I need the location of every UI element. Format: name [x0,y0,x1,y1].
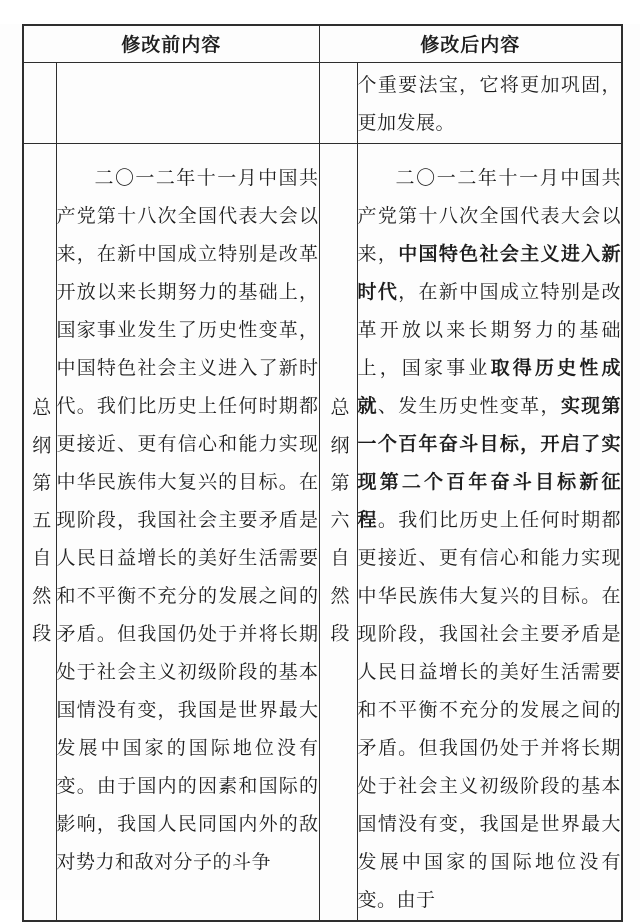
section-label-after: 总纲第六自然段 [327,397,349,661]
header-before: 修改前内容 [23,25,319,62]
table-row-continuation [23,62,622,143]
section-label-before-empty [23,62,56,143]
after-content-continuation-cell [357,62,622,143]
before-content-text: 二〇一二年十一月中国共产党第十八次全国代表大会以来，在新中国成立特别是改革开放以来长期努力的基础上，国家事业发生了历史性变革，中国特色社会主义进入了新时代。我们比历史上任何时期都更接近、更有信心和能力实现中华民族伟大复兴的目标。在现阶段，我国社会主要矛盾是人民日益增长的美好生活需要和不平衡不充分的发展之间的矛盾。但我国仍处于并将长期处于社会主义初级阶段的基本国情没有变，我国是世界最大发展中国家的国际地位没有变。由于国内的因素和国际的影响，我国人民同国内外的敌对势力和敌对分子的斗争 [56,167,319,873]
before-content-empty [56,62,319,143]
after-continuation-text: 个重要法宝，它将更加巩固，更加发展。 [357,74,622,134]
before-content-cell [56,143,319,921]
comparison-table [22,24,623,922]
after-content-cell [357,143,622,921]
section-label-before-cell [23,143,56,921]
table-row-main [23,143,622,921]
header-after: 修改后内容 [319,25,622,62]
header-row [23,25,622,62]
section-label-before: 总纲第五自然段 [29,397,51,661]
after-content-text: 二〇一二年十一月中国共产党第十八次全国代表大会以来，中国特色社会主义进入新时代，在新中国成立特别是改革开放以来长期努力的基础上，国家事业取得历史性成就、发生历史性变革，实现第一个百年奋斗目标，开启了实现第二个百年奋斗目标新征程。我们比历史上任何时期都更接近、更有信心和能力实现中华民族伟大复兴的目标。在现阶段，我国社会主要矛盾是人民日益增长的美好生活需要和不平衡不充分的发展之间的矛盾。但我国仍处于并将长期处于社会主义初级阶段的基本国情没有变，我国是世界最大发展中国家的国际地位没有变。由于 [357,167,622,911]
section-label-after-cell [319,143,357,921]
section-label-after-empty [319,62,357,143]
